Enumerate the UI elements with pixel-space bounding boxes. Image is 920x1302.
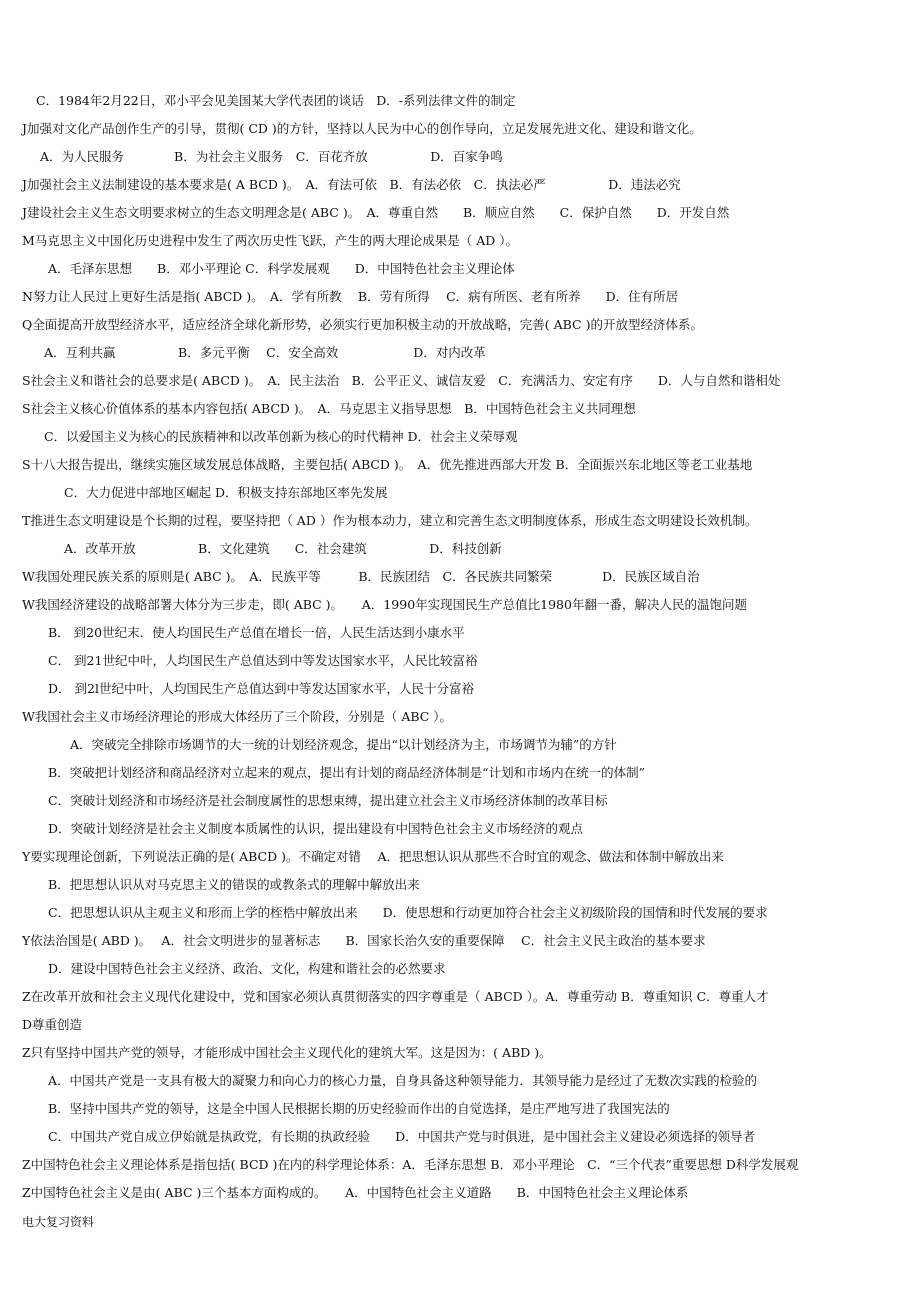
- text-line: W我国处理民族关系的原则是( ABC )。 A．民族平等 B．民族团结 C．各民族共同繁荣 D．民族区域自治: [22, 569, 700, 584]
- text-line: J建设社会主义生态文明要求树立的生态文明理念是( ABC )。 A．尊重自然 B．顺应自然 C．保护自然 D．开发自然: [22, 205, 730, 220]
- text-line: Y要实现理论创新，下列说法正确的是( ABCD )。不确定对错 A．把思想认识从那些不合时宜的观念、做法和体制中解放出来: [22, 849, 724, 864]
- text-line: C．大力促进中部地区崛起 D．积极支持东部地区率先发展: [64, 485, 388, 500]
- text-line: A．突破完全排除市场调节的大一统的计划经济观念，提出“以计划经济为主，市场调节为辅”的方针: [70, 737, 617, 752]
- text-line: A．中国共产党是一支具有极大的凝聚力和向心力的核心力量，自身具备这种领导能力．其领导能力是经过了无数次实践的检验的: [48, 1073, 758, 1088]
- text-line: J加强对文化产品创作生产的引导，贯彻( CD )的方针，坚持以人民为中心的创作导向，立足发展先进文化、建设和谐文化。: [22, 121, 702, 136]
- text-line: C．突破计划经济和市场经济是社会制度属性的思想束缚，提出建立社会主义市场经济体制的改革目标: [48, 793, 608, 808]
- text-line: D．建设中国特色社会主义经济、政治、文化，构建和谐社会的必然要求: [48, 961, 446, 976]
- text-line: C．把思想认识从主观主义和形而上学的桎梏中解放出来 D．使思想和行动更加符合社会主义初级阶段的国情和时代发展的要求: [48, 905, 768, 920]
- text-line: T推进生态文明建设是个长期的过程，要坚持把（ AD ）作为根本动力，建立和完善生态文明制度体系，形成生态文明建设长效机制。: [22, 513, 758, 528]
- text-line: W我国社会主义市场经济理论的形成大体经历了三个阶段，分别是（ ABC ）。: [22, 709, 453, 724]
- text-line: A．互利共赢 B．多元平衡 C．安全高效 D．对内改革: [44, 345, 486, 360]
- page-footer: 电大复习资料: [22, 1215, 95, 1229]
- text-line: C．1984年2月22日，邓小平会见美国某大学代表团的谈话 D．-系列法律文件的制定: [36, 93, 516, 108]
- text-line: B．把思想认识从对马克思主义的错误的或教条式的理解中解放出来: [48, 877, 420, 892]
- text-line: C．中国共产党自成立伊始就是执政党，有长期的执政经验 D．中国共产党与时俱进，是中国社会主义建设必须选择的领导者: [48, 1129, 756, 1144]
- text-line: Y依法治国是( ABD )。 A．社会文明进步的显著标志 B．国家长治久安的重要保障 C．社会主义民主政治的基本要求: [22, 933, 706, 948]
- text-line: C． 到21世纪中叶，人均国民生产总值达到中等发达国家水平，人民比较富裕: [48, 653, 478, 668]
- text-line: Z中国特色社会主义是由( ABC )三个基本方面构成的。 A．中国特色社会主义道路 B．中国特色社会主义理论体系: [22, 1185, 689, 1200]
- text-line: D尊重创造: [22, 1017, 83, 1032]
- text-line: Z中国特色社会主义理论体系是指包括( BCD )在内的科学理论体系：A．毛泽东思想 B．邓小平理论 C．“三个代表”重要思想 D科学发展观: [22, 1157, 799, 1172]
- text-line: A．为人民服务 B．为社会主义服务 C．百花齐放 D．百家争鸣: [40, 149, 503, 164]
- text-line: W我国经济建设的战略部署大体分为三步走，即( ABC )。 A．1990年实现国民生产总值比1980年翻一番，解决人民的温饱问题: [22, 597, 747, 612]
- text-line: B． 到20世纪末．使人均国民生产总值在增长一倍，人民生活达到小康水平: [48, 625, 465, 640]
- text-line: Z在改革开放和社会主义现代化建设中，党和国家必须认真贯彻落实的四字尊重是（ ABCD ）。A．尊重劳动 B．尊重知识 C．尊重人才: [22, 989, 769, 1004]
- text-line: M马克思主义中国化历史进程中发生了两次历史性飞跃，产生的两大理论成果是（ AD ）。: [22, 233, 519, 248]
- text-line: J加强社会主义法制建设的基本要求是( A BCD )。 A．有法可依 B．有法必依 C．执法必严 D．违法必究: [22, 177, 681, 192]
- text-line: D．突破计划经济是社会主义制度本质属性的认识，提出建设有中国特色社会主义市场经济的观点: [48, 821, 584, 836]
- text-line: S社会主义和谐社会的总要求是( ABCD )。 A．民主法治 B．公平正义、诚信友爱 C．充满活力、安定有序 D．人与自然和谐相处: [22, 373, 781, 388]
- text-line: D． 到2l世纪中叶，人均国民生产总值达到中等发达国家水平，人民十分富裕: [48, 681, 474, 696]
- text-line: A．毛泽东思想 B．邓小平理论 C．科学发展观 D．中国特色社会主义理论体: [48, 261, 515, 276]
- text-line: B．突破把计划经济和商品经济对立起来的观点，提出有计划的商品经济体制是“计划和市场内在统一的体制”: [48, 765, 645, 780]
- text-line: A．改革开放 B．文化建筑 C．社会建筑 D．科技创新: [64, 541, 502, 556]
- text-line: Q全面提高开放型经济水平，适应经济全球化新形势，必须实行更加积极主动的开放战略，完善( ABC )的开放型经济体系。: [22, 317, 703, 332]
- text-line: Z只有坚持中国共产党的领导，才能形成中国社会主义现代化的建筑大军。这是因为：( ABD )。: [22, 1045, 552, 1060]
- text-line: C．以爱国主义为核心的民族精神和以改革创新为核心的时代精神 D．社会主义荣辱观: [44, 429, 518, 444]
- text-line: S社会主义核心价值体系的基本内容包括( ABCD )。 A．马克思主义指导思想 B．中国特色社会主义共同理想: [22, 401, 636, 416]
- text-line: S十八大报告提出，继续实施区域发展总体战略，主要包括( ABCD )。 A．优先推进西部大开发 B．全面振兴东北地区等老工业基地: [22, 457, 753, 472]
- text-line: N努力让人民过上更好生活是指( ABCD )。 A．学有所教 B．劳有所得 C．病有所医、老有所养 D．住有所居: [22, 289, 679, 304]
- text-line: B．坚持中国共产党的领导，这是全中国人民根据长期的历史经验而作出的自觉选择，是庄严地写进了我国宪法的: [48, 1101, 670, 1116]
